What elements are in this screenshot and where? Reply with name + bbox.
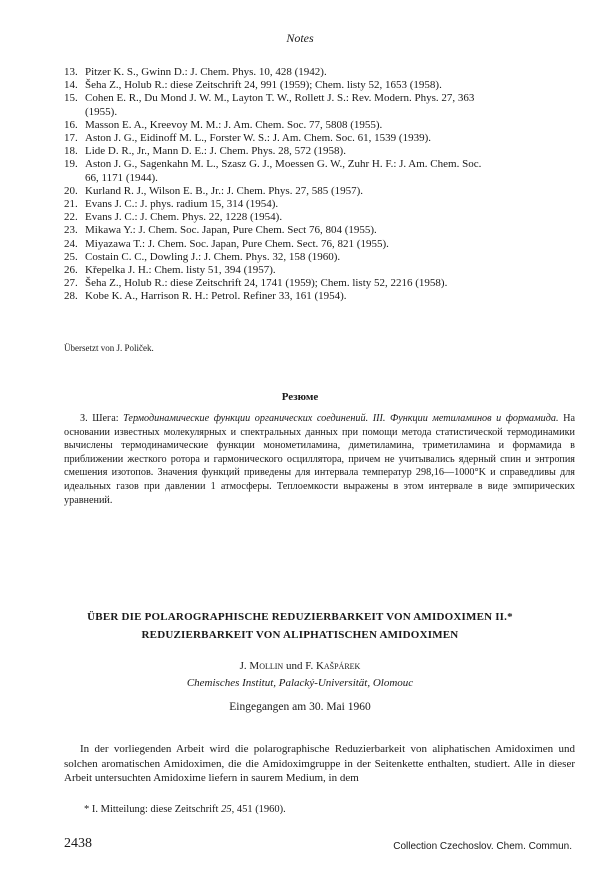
reference-item [64,185,584,198]
resume-heading: Резюме [281,391,319,403]
reference-text-continuation: 66, 1171 (1944). [85,171,158,184]
reference-text [64,79,584,92]
reference-number: 26. [64,264,78,277]
reference-text-main: Kurland R. J., Wilson E. B., Jr.: J. Chem. Phys. 27, 585 (1957). [85,184,364,197]
intro-paragraph: In der vorliegenden Arbeit wird die polarographische Reduzierbarkeit von aliphatischen Amidoximen und solchen aromatischen Amidoximen, die die Amidoximgruppe in der Seitenkette enthalten, studiert. Alle in dieser Arbeit untersuchten Amidoxime liefern in saurem Medium, in dem [64,743,575,784]
reference-text-main: Costain C. C., Dowling J.: J. Chem. Phys. 32, 158 (1960). [85,250,341,263]
footnote-marker: * [84,804,90,815]
reference-item [64,277,584,290]
reference-number: 21. [64,198,78,211]
footnote [84,804,286,815]
reference-text-main: Aston J. G., Sagenkahn M. L., Szasz G. J., Moessen G. W., Zuhr H. F.: J. Am. Chem. Soc. [85,158,482,171]
reference-number: 18. [64,145,78,158]
resume-title-italic: Термодинамические функции органических соединений. III. Функции метиламинов и формамида. [123,413,559,424]
reference-item [64,264,584,277]
article-title [0,608,600,644]
reference-text [64,224,584,237]
reference-text [64,158,584,184]
page-number: 2438 [64,836,92,851]
article-authors [0,660,600,672]
reference-number: 15. [64,92,78,105]
reference-text [64,277,584,290]
reference-number: 13. [64,66,78,78]
author-2: F. Kašpárek [305,660,361,672]
reference-text-main: Mikawa Y.: J. Chem. Soc. Japan, Pure Chem. Sect 76, 804 (1955). [85,224,377,237]
reference-item [64,158,584,184]
reference-text-main: Masson E. A., Kreevoy M. M.: J. Am. Chem. Soc. 77, 5808 (1955). [85,118,383,131]
reference-item [64,132,584,145]
running-head: Notes [286,31,314,45]
reference-number: 24. [64,237,78,250]
article-institute: Chemisches Institut, Palacký-Universität, Olomouc [186,677,414,689]
reference-number: 27. [64,277,78,290]
reference-number: 16. [64,118,78,131]
reference-text-main: Křepelka J. H.: Chem. listy 51, 394 (1957). [85,264,276,277]
footnote-text: I. Mitteilung: diese Zeitschrift [91,804,219,815]
resume-paragraph [64,412,575,507]
reference-text [64,198,584,211]
translator-credit: Übersetzt von J. Poliček. [64,343,154,353]
reference-text-continuation: (1955). [85,105,118,118]
reference-text-main: Kobe K. A., Harrison R. H.: Petrol. Refiner 33, 161 (1954). [85,290,347,303]
resume-body-text: На основании известных молекулярных и спектральных данных при помощи метода статистической термодинамики вычислены термодинамические функции монометиламина, диметиламина, триметиламина и формамида в приближении жесткого ротора и гармонического осциллятора, причем не учитывались ядерный спин и энтропия смешения изотопов. Значения функций приведены для интервала температур 298,16—1000°K и справедливы для идеальных газов при давлении 1 атмосферы. Теплоемкости выражены в этом интервале в виде эмпирических уравнений. [64,413,576,506]
reference-item [64,238,584,251]
reference-number: 22. [64,211,78,224]
reference-item [64,145,584,158]
reference-number: 23. [64,224,78,237]
reference-text [64,264,584,277]
reference-number: 19. [64,158,78,171]
reference-number: 28. [64,290,78,303]
reference-item [64,79,584,92]
reference-item [64,290,584,303]
reference-number: 14. [64,79,78,92]
reference-text-main: Pitzer K. S., Gwinn D.: J. Chem. Phys. 10, 428 (1942). [85,66,327,78]
reference-item [64,211,584,224]
reference-text-main: Evans J. C.: J. Chem. Phys. 22, 1228 (1954). [85,211,283,224]
reference-text [64,132,584,145]
reference-text-main: Aston J. G., Eidinoff M. L., Forster W. S.: J. Am. Chem. Soc. 61, 1539 (1939). [85,132,432,145]
author-1: J. Mollin [239,660,284,672]
reference-item [64,224,584,237]
authors-and: und [285,660,303,672]
reference-text [64,290,584,303]
reference-text [64,185,584,198]
reference-item [64,251,584,264]
reference-text [64,145,584,158]
reference-list [64,66,584,304]
reference-text [64,66,584,79]
reference-number: 25. [64,250,78,263]
reference-number: 17. [64,132,78,145]
reference-item [64,92,584,118]
reference-text [64,119,584,132]
article-title-line-2: REDUZIERBARKEIT VON ALIPHATISCHEN AMIDOXIMEN [141,629,459,641]
article-title-line-1: ÜBER DIE POLAROGRAPHISCHE REDUZIERBARKEIT VON AMIDOXIMEN II.* [87,611,513,623]
reference-text-main: Lide D. R., Jr., Mann D. E.: J. Chem. Phys. 28, 572 (1958). [85,145,346,158]
reference-text [64,92,584,118]
reference-text-main: Šeha Z., Holub R.: diese Zeitschrift 24, 1741 (1959); Chem. listy 52, 2216 (1958). [85,277,448,290]
reference-text-main: Evans J. C.: J. phys. radium 15, 314 (1954). [85,198,279,211]
reference-text [64,211,584,224]
footnote-volume: 25, [221,804,235,815]
footnote-rest: 451 (1960). [236,804,286,815]
reference-number: 20. [64,184,78,197]
received-date: Eingegangen am 30. Mai 1960 [229,701,371,713]
reference-text [64,238,584,251]
reference-text-main: Miyazawa T.: J. Chem. Soc. Japan, Pure Chem. Sect. 76, 821 (1955). [85,237,389,250]
resume-author: З. Шега: [80,413,119,424]
reference-item [64,66,584,79]
reference-item [64,119,584,132]
journal-name: Collection Czechoslov. Chem. Commun. [393,841,572,852]
reference-text [64,251,584,264]
reference-text-main: Šeha Z., Holub R.: diese Zeitschrift 24, 991 (1959); Chem. listy 52, 1653 (1958). [85,79,442,92]
reference-item [64,198,584,211]
reference-text-main: Cohen E. R., Du Mond J. W. M., Layton T. W., Rollett J. S.: Rev. Modern. Phys. 27, 363 [85,92,475,105]
